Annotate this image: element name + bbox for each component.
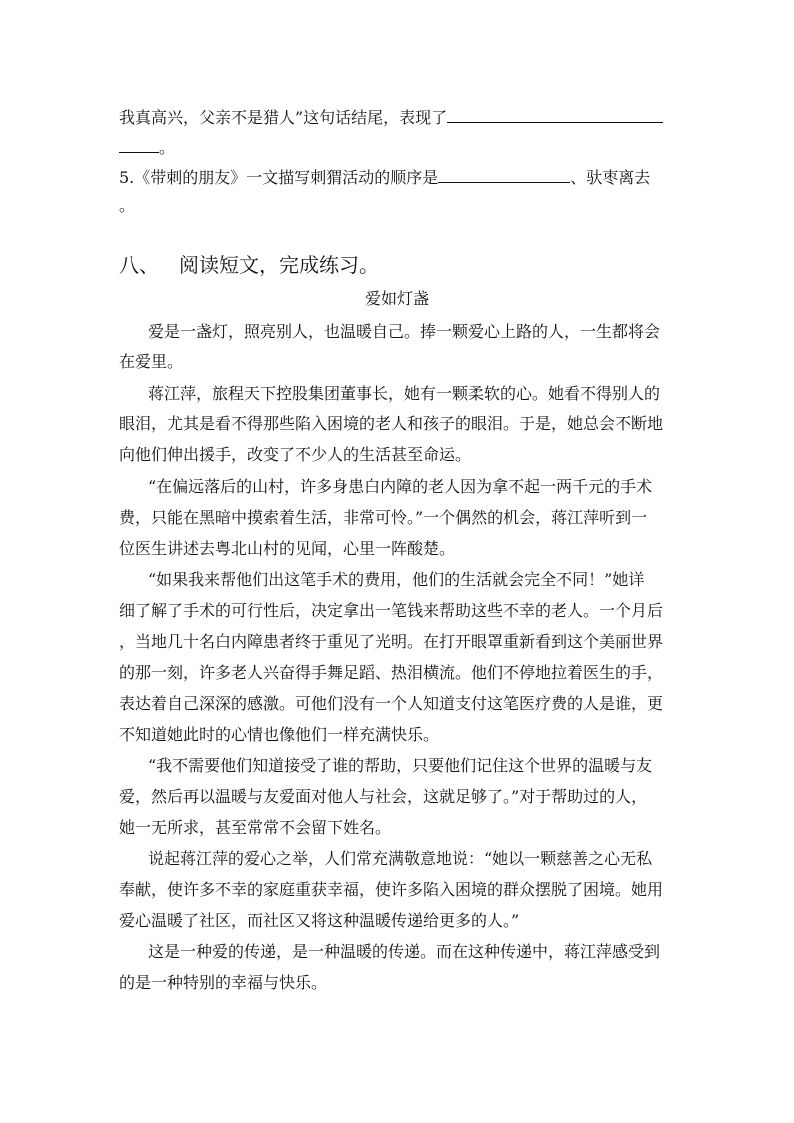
answer-blank-q4-continued[interactable]	[119, 136, 159, 153]
article-line: 表达着自己深深的感激。可他们没有一个人知道支付这笔医疗费的人是谁，更	[119, 694, 664, 713]
article-title: 爱如灯盏	[364, 289, 429, 308]
q5-text-after: 、驮枣离去	[570, 168, 651, 187]
q5-text: 5.《带刺的朋友》一文描写刺猬活动的顺序是	[119, 168, 439, 187]
article-line: 眼泪，尤其是看不得那些陷入困境的老人和孩子的眼泪。于是，她总会不断地	[119, 414, 664, 433]
article-line: 她一无所求，甚至常常不会留下姓名。	[119, 818, 392, 837]
answer-blank-q4[interactable]	[447, 106, 663, 123]
article-line: 爱是一盏灯，照亮别人，也温暖自己。捧一颗爱心上路的人，一生都将会	[148, 322, 661, 341]
section-heading	[119, 252, 379, 278]
article-line: 的是一种特别的幸福与快乐。	[119, 973, 328, 992]
answer-blank-q5[interactable]	[438, 166, 570, 183]
article-line: “如果我来帮他们出这笔手术的费用，他们的生活就会完全不同！”她详	[148, 570, 645, 589]
article-line: 爱，然后再以温暖与友爱面对他人与社会，这就足够了。”对于帮助过的人，	[119, 787, 648, 806]
article-line: 向他们伸出援手，改变了不少人的生活甚至命运。	[119, 445, 472, 464]
article-line: 蒋江萍，旅程天下控股集团董事长，她有一颗柔软的心。她看不得别人的	[148, 384, 661, 403]
q5-line-2	[119, 196, 679, 216]
article-line: 说起蒋江萍的爱心之举，人们常充满敬意地说：“她以一颗慈善之心无私	[148, 849, 653, 868]
article-line: “我不需要他们知道接受了谁的帮助，只要他们记住这个世界的温暖与友	[148, 756, 653, 775]
article-line: 奉献，使许多不幸的家庭重获幸福，使许多陷入困境的群众摆脱了困境。她用	[119, 880, 664, 899]
q4-end-punct: 。	[159, 138, 176, 157]
article-line: 细了解了手术的可行性后，决定拿出一笔钱来帮助这些不幸的老人。一个月后	[119, 601, 664, 620]
article-line: 位医生讲述去粤北山村的见闻，心里一阵酸楚。	[119, 539, 456, 558]
article-line: 费，只能在黑暗中摸索着生活，非常可怜。”一个偶然的机会，蒋江萍听到一	[119, 508, 648, 527]
q4-line-2	[119, 136, 679, 158]
q5-end-punct: 。	[119, 196, 136, 215]
article-line: “在偏远落后的山村，许多身患白内障的老人因为拿不起一两千元的手术	[148, 477, 653, 496]
q5-line-1	[119, 166, 679, 188]
article-line: 在爱里。	[119, 352, 184, 371]
article-line: 爱心温暖了社区，而社区又将这种温暖传递给更多的人。”	[119, 911, 520, 930]
q4-line-1	[119, 106, 679, 128]
section-number: 八、	[119, 253, 159, 277]
q4-text: 我真高兴，父亲不是猎人”这句话结尾，表现了	[119, 108, 448, 127]
article-line: 的那一刻，许多老人兴奋得手舞足蹈、热泪横流。他们不停地拉着医生的手，	[119, 663, 664, 682]
article-line: 不知道她此时的心情也像他们一样充满快乐。	[119, 725, 440, 744]
section-title: 阅读短文，完成练习。	[179, 253, 379, 277]
article-line: 这是一种爱的传递，是一种温暖的传递。而在这种传递中，蒋江萍感受到	[148, 942, 661, 961]
article-line: ，当地几十名白内障患者终于重见了光明。在打开眼罩重新看到这个美丽世界	[119, 632, 664, 651]
